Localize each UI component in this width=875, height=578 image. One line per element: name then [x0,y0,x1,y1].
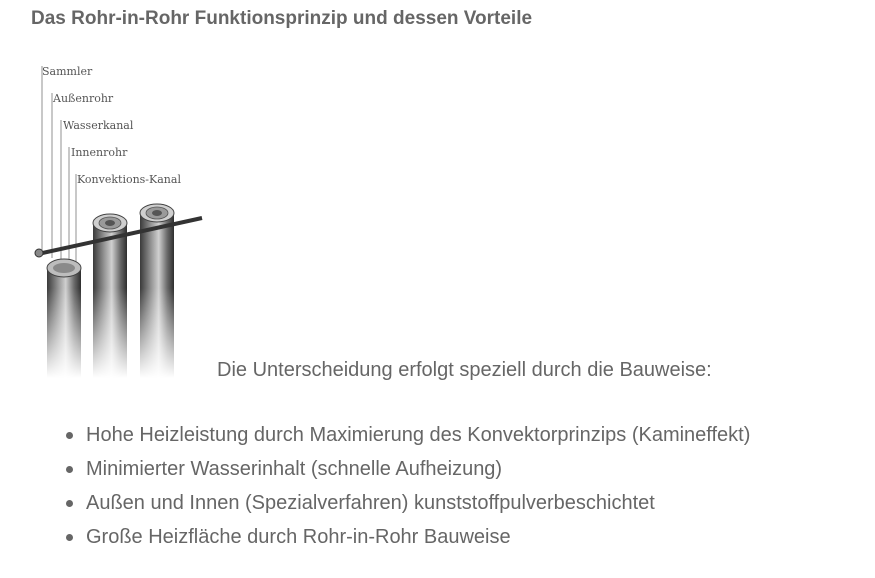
list-item: Hohe Heizleistung durch Maximierung des Konvektorprinzips (Kamineffekt) [0,418,875,452]
list-item: Minimierter Wasserinhalt (schnelle Aufheizung) [0,452,875,486]
pipe-diagram [30,58,210,378]
label-aussenrohr: Außenrohr [53,92,114,105]
feature-list [0,418,875,554]
bullet-icon [66,500,73,507]
label-innenrohr: Innenrohr [71,146,128,159]
list-item: Große Heizfläche durch Rohr-in-Rohr Bauweise [0,520,875,554]
bullet-icon [66,432,73,439]
pipe-illustration [30,58,210,378]
bullet-icon [66,466,73,473]
label-sammler: Sammler [42,65,93,78]
bullet-icon [66,534,73,541]
page-title: Das Rohr-in-Rohr Funktionsprinzip und dessen Vorteile [31,8,533,29]
label-wasserkanal: Wasserkanal [63,119,134,132]
intro-text: Die Unterscheidung erfolgt speziell durch die Bauweise: [217,359,712,381]
label-konvektions-kanal: Konvektions-Kanal [77,173,181,186]
list-item: Außen und Innen (Spezialverfahren) kunststoffpulverbeschichtet [0,486,875,520]
